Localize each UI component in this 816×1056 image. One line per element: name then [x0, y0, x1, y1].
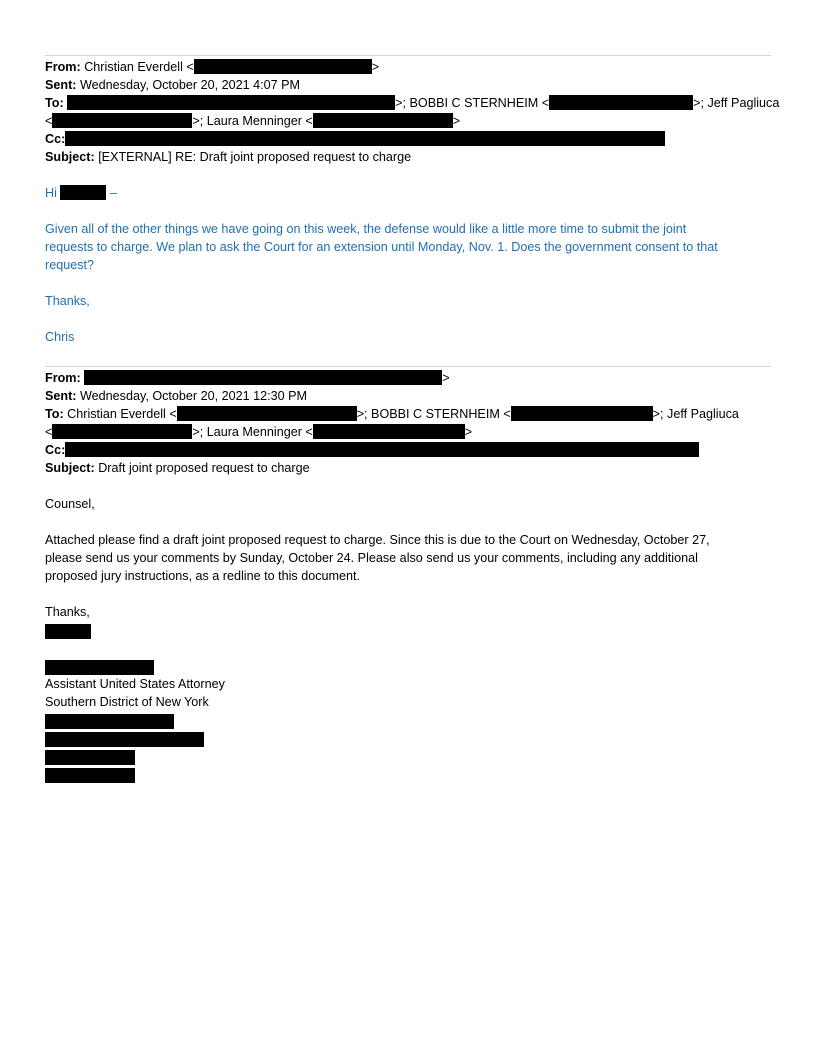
cc-label: Cc: — [45, 443, 66, 457]
to-close: > — [452, 114, 461, 128]
to-recipients: >; BOBBI C STERNHEIM < — [356, 407, 511, 421]
redaction-block — [313, 113, 453, 128]
email1-sent-line — [45, 76, 300, 94]
to-recipients-cont: >; Jeff Pagliuca — [652, 407, 739, 421]
email2-sent-line — [45, 387, 307, 405]
redaction-block — [52, 424, 192, 439]
sent-value: Wednesday, October 20, 2021 12:30 PM — [79, 389, 308, 403]
redaction-block — [511, 406, 653, 421]
email1-subject-line — [45, 148, 411, 166]
subject-value: Draft joint proposed request to charge — [98, 461, 310, 475]
email2-to-line — [45, 405, 739, 423]
from-label: From: — [45, 60, 81, 74]
redaction-block — [45, 750, 135, 765]
header-divider — [45, 55, 771, 56]
email1-thanks: Thanks, — [45, 294, 90, 308]
to-recipients-line2: >; Laura Menninger < — [192, 425, 313, 439]
redaction-block — [45, 732, 204, 747]
email2-to-line-2 — [45, 423, 472, 441]
signature-title: Assistant United States Attorney — [45, 677, 225, 691]
from-close: > — [442, 371, 450, 385]
from-name: Christian Everdell < — [84, 60, 194, 74]
to-recipients-cont: >; Jeff Pagliuca — [693, 96, 780, 110]
sent-label: Sent: — [45, 389, 77, 403]
email1-body-line-1: Given all of the other things we have going on this week, the defense would like a little more time to submit the joint — [45, 222, 687, 236]
sent-value: Wednesday, October 20, 2021 4:07 PM — [79, 78, 301, 92]
to-open: < — [45, 114, 53, 128]
email1-body-line-2: requests to charge. We plan to ask the Court for an extension until Monday, Nov. 1. Does the government consent to that — [45, 240, 718, 254]
to-label: To: — [45, 407, 64, 421]
email1-body-line-3: request? — [45, 258, 95, 272]
email2-cc-line — [45, 441, 699, 459]
redaction-block — [194, 59, 372, 74]
email1-signature: Chris — [45, 330, 75, 344]
redaction-block — [45, 624, 91, 639]
subject-label: Subject: — [45, 461, 95, 475]
from-close: > — [371, 60, 380, 74]
email1-greeting — [45, 184, 117, 202]
to-recipients-line2: >; Laura Menninger < — [192, 114, 313, 128]
to-recipients: >; BOBBI C STERNHEIM < — [395, 96, 550, 110]
signature-office: Southern District of New York — [45, 695, 209, 709]
redaction-block — [60, 185, 106, 200]
email1-from-line — [45, 58, 379, 76]
email1-cc-line — [45, 130, 665, 148]
email2-body-line-2: please send us your comments by Sunday, October 24. Please also send us your comments, including any additional — [45, 551, 698, 565]
sent-label: Sent: — [45, 78, 77, 92]
email1-to-line — [45, 94, 779, 112]
redaction-block — [45, 660, 154, 675]
redaction-block — [65, 131, 665, 146]
email2-salutation: Counsel, — [45, 497, 95, 511]
subject-label: Subject: — [45, 150, 95, 164]
email2-body-line-3: proposed jury instructions, as a redline to this document. — [45, 569, 361, 583]
redaction-block — [52, 113, 192, 128]
email2-body-line-1: Attached please find a draft joint proposed request to charge. Since this is due to the Court on Wednesday, October 27, — [45, 533, 710, 547]
greeting-dash: – — [109, 186, 117, 200]
email2-subject-line — [45, 459, 310, 477]
to-label: To: — [45, 96, 64, 110]
redaction-block — [45, 768, 135, 783]
greeting-hi: Hi — [45, 186, 57, 200]
redaction-block — [177, 406, 357, 421]
header-divider — [45, 366, 771, 367]
redaction-block — [84, 370, 442, 385]
to-open: < — [45, 425, 53, 439]
cc-label: Cc: — [45, 132, 66, 146]
to-name: Christian Everdell < — [67, 407, 177, 421]
to-close: > — [464, 425, 473, 439]
from-label: From: — [45, 371, 81, 385]
redaction-block — [313, 424, 465, 439]
subject-value: [EXTERNAL] RE: Draft joint proposed request to charge — [98, 150, 412, 164]
redaction-block — [67, 95, 395, 110]
email2-from-line — [45, 369, 450, 387]
redaction-block — [45, 714, 174, 729]
redaction-block — [65, 442, 699, 457]
email1-to-line-2 — [45, 112, 460, 130]
redaction-block — [549, 95, 693, 110]
email2-thanks: Thanks, — [45, 605, 90, 619]
